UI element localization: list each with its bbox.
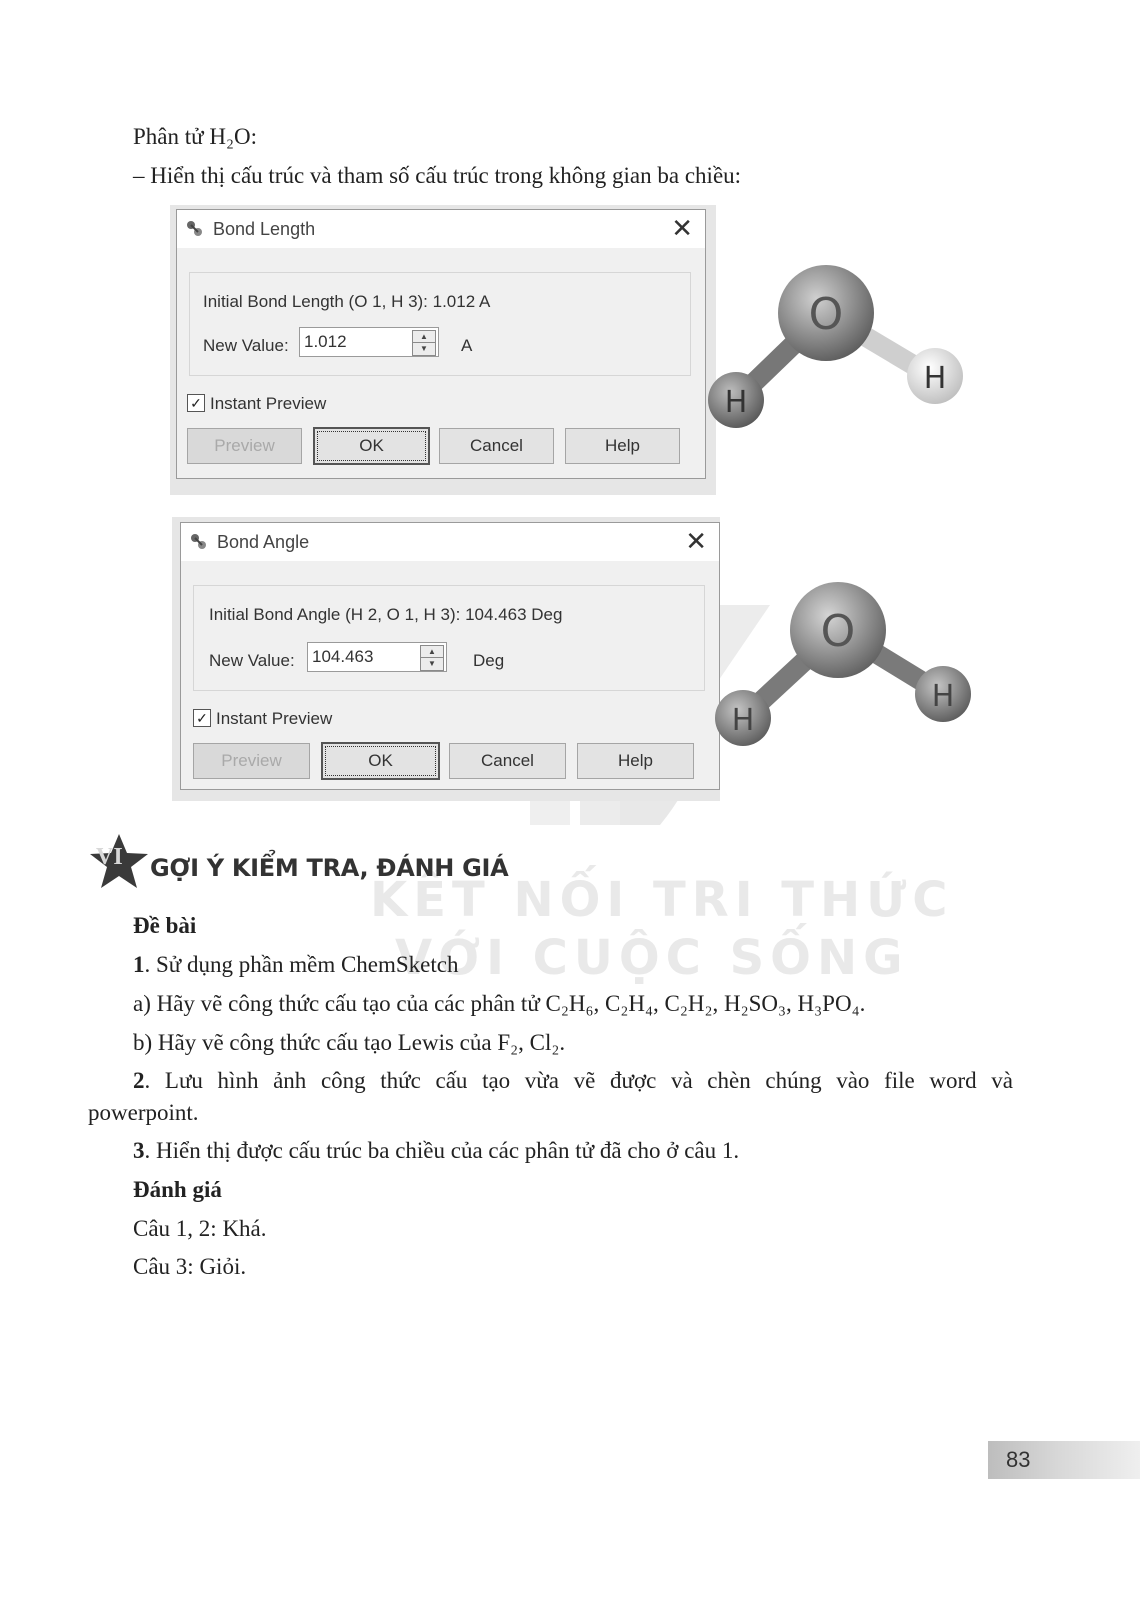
- danh-gia-heading: Đánh giá: [133, 1177, 222, 1202]
- cancel-button[interactable]: Cancel: [439, 428, 554, 464]
- preview-button[interactable]: Preview: [187, 428, 302, 464]
- stepper-up-icon[interactable]: ▲: [421, 646, 443, 658]
- help-button[interactable]: Help: [565, 428, 680, 464]
- watermark-line-1: KẾT NỐI TRI THỨC: [370, 872, 954, 928]
- section-number: VI: [96, 844, 123, 870]
- dialog-title: Bond Angle: [217, 532, 310, 552]
- stepper-up-icon[interactable]: ▲: [413, 331, 435, 343]
- water-molecule-3d-1: [700, 255, 990, 455]
- question-1b: b) Hãy vẽ công thức cấu tạo Lewis của F₂, Cl₂.: [133, 1030, 566, 1055]
- initial-value-label: Initial Bond Angle (H 2, O 1, H 3): 104.463 Deg: [209, 605, 563, 624]
- de-bai-heading: Đề bài: [133, 913, 197, 938]
- cancel-button[interactable]: Cancel: [449, 743, 566, 779]
- value-group: [193, 585, 705, 691]
- question-number: 3: [133, 1138, 145, 1163]
- hydrogen-label-left: H: [731, 703, 755, 738]
- new-value-field[interactable]: 1.012: [304, 332, 347, 351]
- water-molecule-3d-2: [705, 580, 995, 760]
- bond-length-dialog[interactable]: [176, 209, 706, 479]
- hydrogen-label-right: H: [931, 679, 955, 714]
- question-1a: a) Hãy vẽ công thức cấu tạo của các phân tử C₂H₆, C₂H₄, C₂H₂, H₂SO₃, H₃PO₄.: [133, 991, 866, 1016]
- section-title: GỢI Ý KIỂM TRA, ĐÁNH GIÁ: [150, 854, 509, 882]
- evaluation-1: Câu 1, 2: Khá.: [133, 1216, 267, 1241]
- bullet-line: – Hiển thị cấu trúc và tham số cấu trúc trong không gian ba chiều:: [133, 163, 742, 188]
- title-bar[interactable]: [181, 523, 719, 561]
- stepper-down-icon[interactable]: ▼: [428, 659, 436, 668]
- help-button[interactable]: Help: [577, 743, 694, 779]
- question-2-continued: powerpoint.: [88, 1100, 199, 1125]
- question-number: 2: [133, 1068, 145, 1093]
- bond-angle-dialog[interactable]: [180, 522, 720, 790]
- unit-label: Deg: [473, 651, 505, 670]
- new-value-field[interactable]: 104.463: [312, 647, 374, 666]
- question-2: [133, 1068, 1013, 1094]
- question-text: . Lưu hình ảnh công thức cấu tạo vừa vẽ được và chèn chúng vào file word và: [144, 1068, 1013, 1093]
- hydrogen-label-right: H: [923, 361, 947, 396]
- instant-preview-checkbox[interactable]: ✓: [193, 709, 211, 727]
- new-value-label: New Value:: [209, 651, 295, 670]
- page-number: 83: [1006, 1447, 1031, 1472]
- evaluation-2: Câu 3: Giỏi.: [133, 1254, 247, 1279]
- title-bar[interactable]: [177, 210, 705, 248]
- question-text: . Hiển thị được cấu trúc ba chiều của các phân tử đã cho ở câu 1.: [144, 1138, 740, 1163]
- oxygen-label: O: [820, 606, 856, 657]
- app-icon: [183, 218, 205, 240]
- value-group: [189, 272, 691, 376]
- oxygen-label: O: [808, 289, 844, 340]
- new-value-stepper[interactable]: [307, 642, 447, 672]
- new-value-label: New Value:: [203, 336, 289, 355]
- question-3: [133, 1138, 739, 1164]
- ok-button[interactable]: OK: [313, 427, 430, 465]
- watermark-line-2: VỚI CUỘC SỐNG: [395, 930, 909, 986]
- question-1: [133, 952, 459, 978]
- close-icon[interactable]: ✕: [685, 526, 707, 556]
- preview-button[interactable]: Preview: [193, 743, 310, 779]
- dialog-title: Bond Length: [213, 219, 316, 239]
- app-icon: [187, 531, 209, 553]
- question-text: . Sử dụng phần mềm ChemSketch: [144, 952, 459, 977]
- ok-button[interactable]: OK: [321, 742, 440, 780]
- stepper-arrows[interactable]: [412, 330, 436, 356]
- instant-preview-label: Instant Preview: [216, 709, 333, 728]
- question-number: 1: [133, 952, 145, 977]
- new-value-stepper[interactable]: [299, 327, 439, 357]
- instant-preview-label: Instant Preview: [210, 394, 327, 413]
- molecule-heading: Phân tử H₂O:: [133, 124, 257, 149]
- stepper-arrows[interactable]: [420, 645, 444, 671]
- stepper-down-icon[interactable]: ▼: [420, 344, 428, 353]
- instant-preview-checkbox[interactable]: ✓: [187, 394, 205, 412]
- unit-label: A: [461, 336, 473, 355]
- initial-value-label: Initial Bond Length (O 1, H 3): 1.012 A: [203, 292, 491, 311]
- hydrogen-label-left: H: [724, 385, 748, 420]
- close-icon[interactable]: ✕: [671, 213, 693, 243]
